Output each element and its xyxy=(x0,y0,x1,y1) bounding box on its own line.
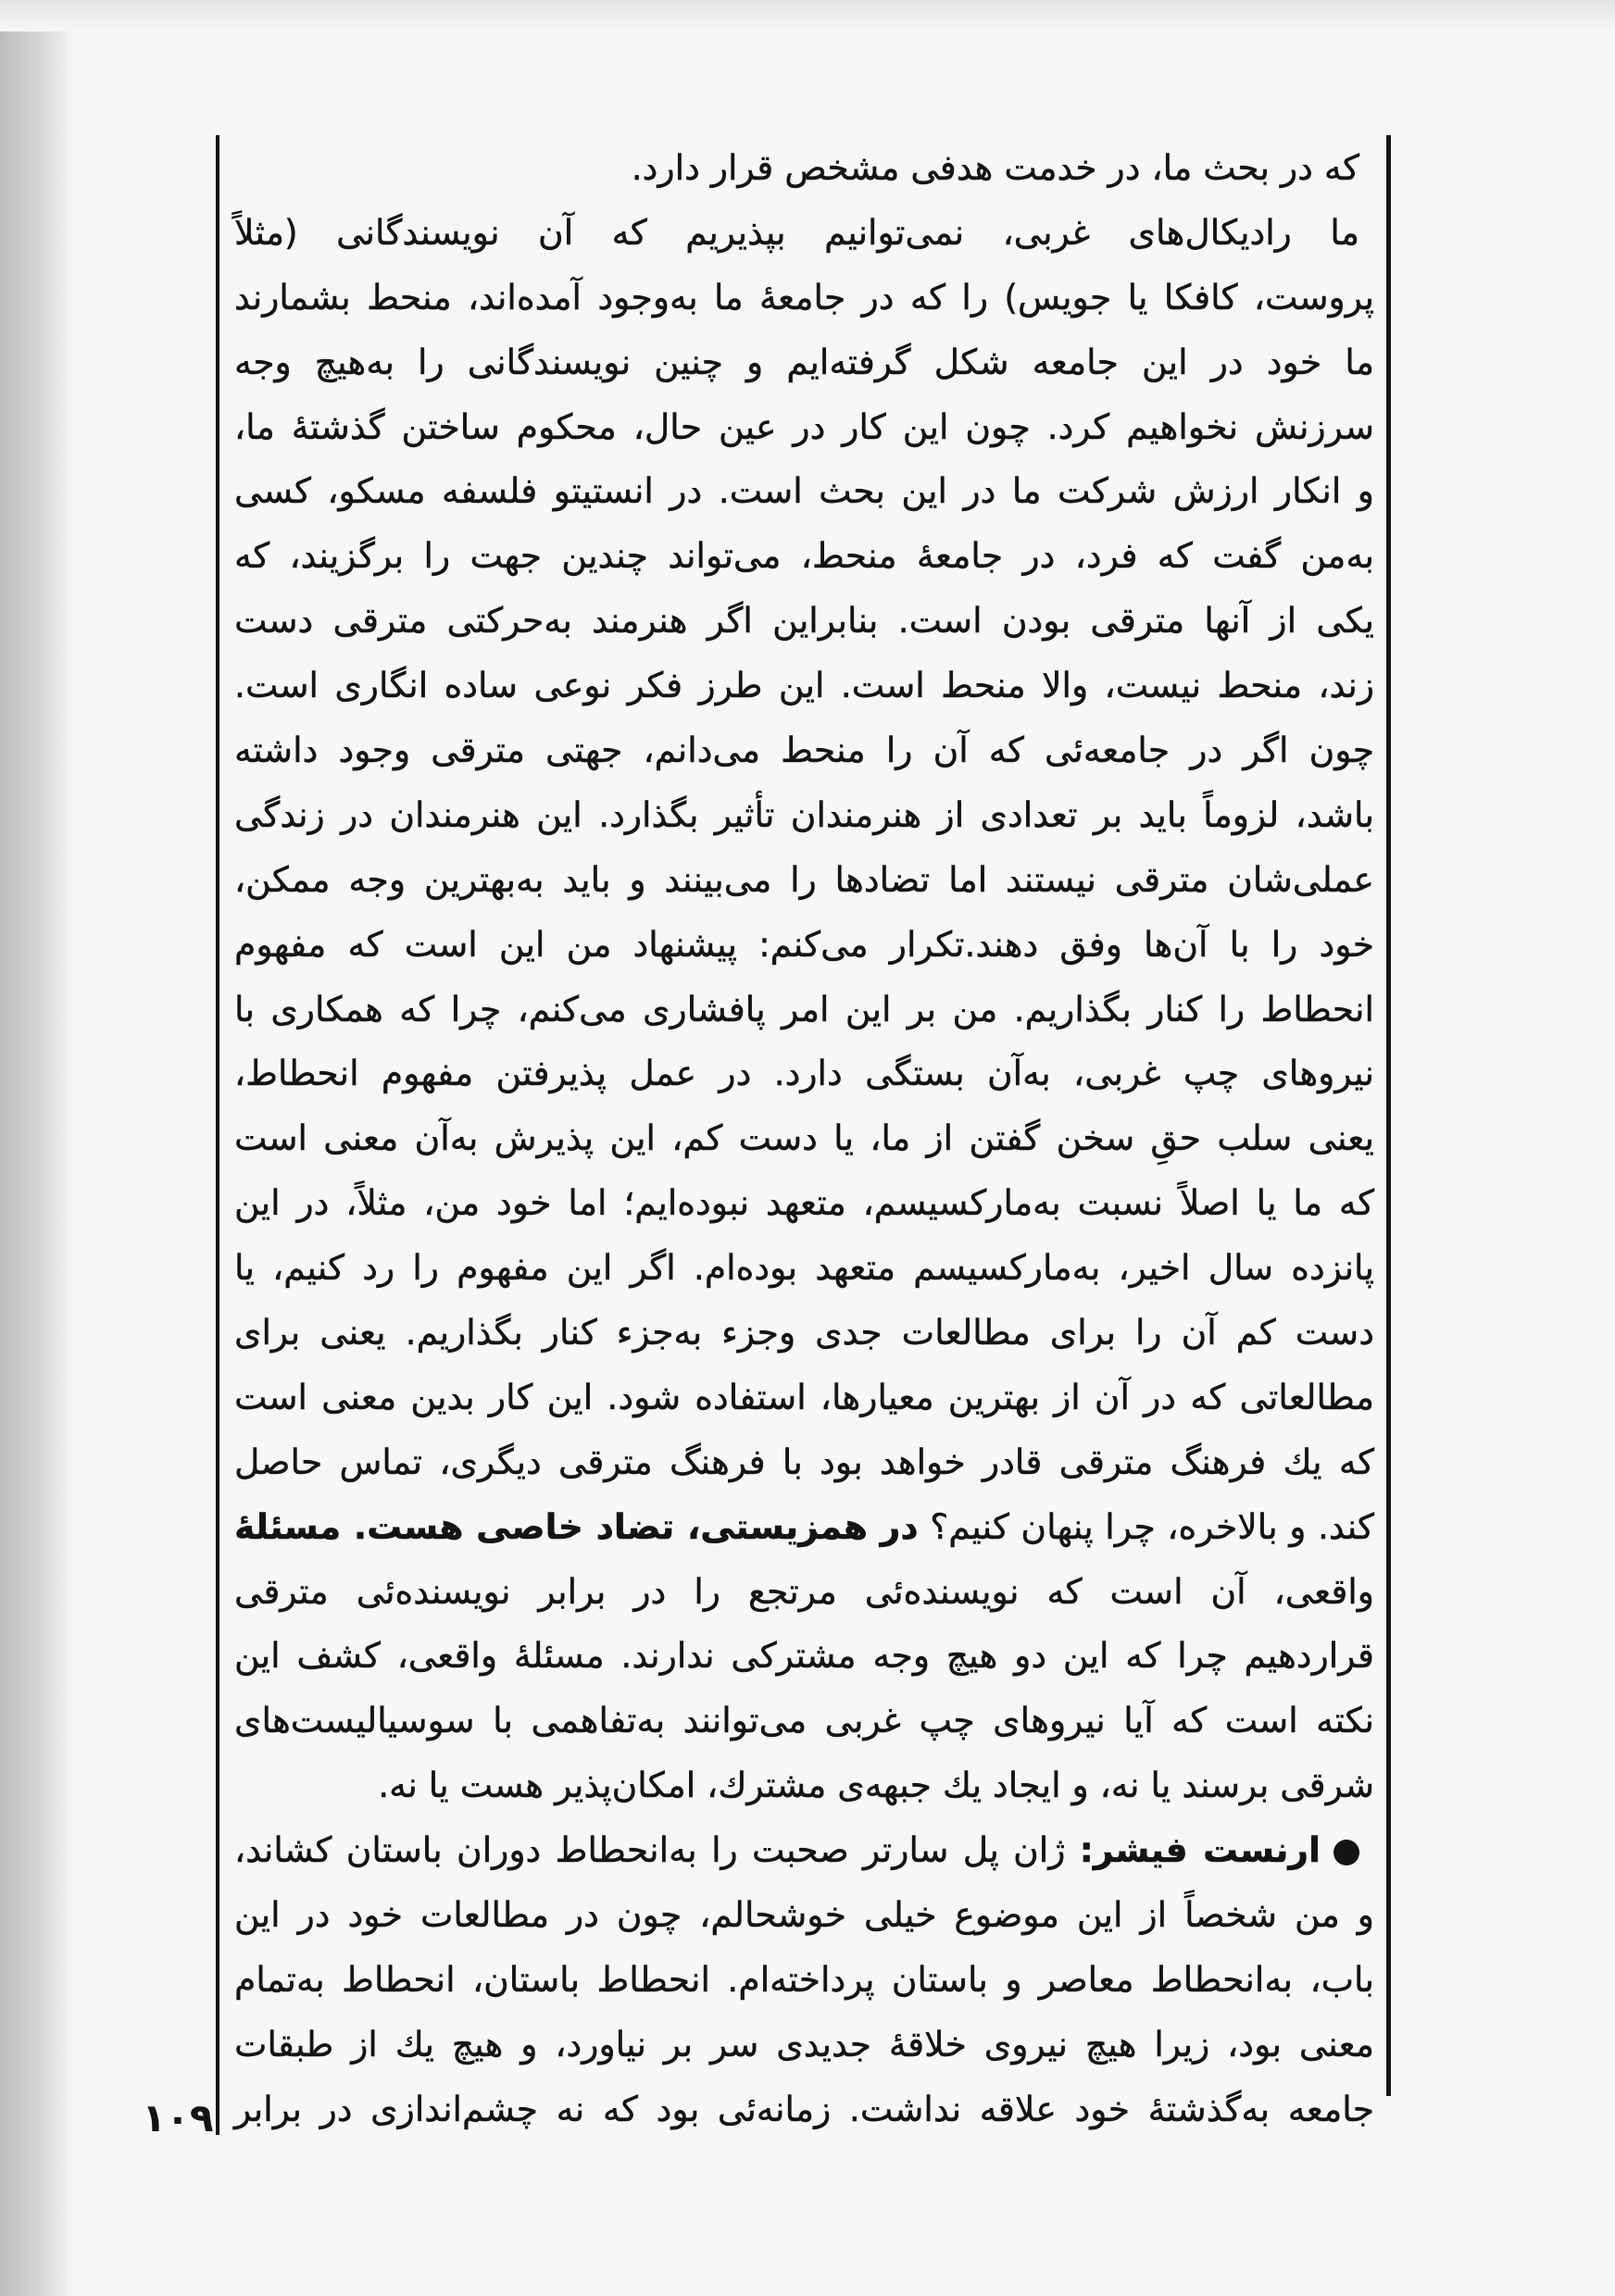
text-line-22 xyxy=(234,1495,1374,1560)
text-line-07: به‌من گفت که فرد، در جامعهٔ منحط، می‌تواند چندین جهت را برگزیند، که xyxy=(234,535,1374,577)
text-line-18: پانزده سال اخیر، به‌مارکسیسم متعهد بوده‌ام. اگر این مفهوم را رد کنیم، یا xyxy=(234,1247,1374,1289)
text-line-04: ما خود در این جامعه شکل گرفته‌ایم و چنین نویسندگانی را به‌هیچ وجه xyxy=(234,341,1374,382)
text-line-02: ما رادیکال‌های غربی، نمی‌توانیم بپذیریم که آن نویسندگانی (مثلاً xyxy=(234,211,1359,253)
text-line-26: شرقی برسند یا نه، و ایجاد یك جبهه‌ی مشترك، امکان‌پذیر هست یا نه. xyxy=(378,1765,1374,1806)
text-line-24: قراردهیم چرا که این دو هیچ وجه مشترکی ندارند. مسئلهٔ واقعی، کشف این xyxy=(234,1635,1374,1677)
text-line-31: جامعه به‌گذشتهٔ خود علاقه نداشت. زمانه‌ئی بود که نه چشم‌اندازی در برابر xyxy=(234,2088,1374,2129)
body-text xyxy=(234,136,1374,2142)
page-number: ۱۰۹ xyxy=(142,2095,214,2140)
text-line-19: دست کم آن را برای مطالعات جدی وجزء به‌جزء کنار بگذاریم. یعنی برای xyxy=(234,1312,1374,1354)
speaker-name: ارنست فیشر: xyxy=(1079,1829,1321,1871)
text-line-03: پروست، کافکا یا جویس) را که در جامعهٔ ما به‌وجود آمده‌اند، منحط بشمارند xyxy=(234,276,1374,318)
text-line-14: انحطاط را کنار بگذاریم. من بر این امر پافشاری می‌کنم، چرا که همکاری با xyxy=(234,988,1374,1029)
line-segment: ژان پل سارتر صحبت را به‌انحطاط دوران باستان کشاند، xyxy=(234,1829,1066,1871)
line-segment: کند. و بالاخره، چرا پنهان کنیم؟ xyxy=(930,1505,1374,1547)
bullet-icon xyxy=(1333,1840,1359,1866)
text-line-15: نیروهای چپ غربی، به‌آن بستگی دارد. در عمل پذیرفتن مفهوم انحطاط، xyxy=(234,1053,1374,1094)
text-line-11: باشد، لزوماً باید بر تعدادی از هنرمندان تأثیر بگذارد. این هنرمندان در زندگی xyxy=(234,793,1374,835)
text-line-20: مطالعاتی که در آن از بهترین معیارها، استفاده شود. این کار بدین معنی است xyxy=(234,1376,1374,1417)
text-line-30: معنی بود، زیرا هیچ نیروی خلاقهٔ جدیدی سر بر نیاورد، و هیچ یك از طبقات xyxy=(234,2023,1374,2065)
text-line-05: سرزنش نخواهیم کرد. چون این کار در عین حال، محکوم ساختن گذشتهٔ ما، xyxy=(234,406,1374,447)
text-line-01: که در بحث ما، در خدمت هدفی مشخص قرار دارد. xyxy=(631,147,1359,188)
text-line-21: که یك فرهنگ مترقی قادر خواهد بود با فرهنگ مترقی دیگری، تماس حاصل xyxy=(234,1441,1374,1482)
scan-shadow-edge xyxy=(0,0,74,2296)
text-line-25: نکته است که آیا نیروهای چپ غربی می‌توانند به‌تفاهمی با سوسیالیست‌های xyxy=(234,1700,1374,1741)
text-line-12: عملی‌شان مترقی نیستند اما تضادها را می‌بینند و باید به‌بهترین وجه ممکن، xyxy=(234,858,1374,900)
text-line-27 xyxy=(234,1818,1374,1883)
text-line-08: یکی از آنها مترقی بودن است. بنابراین اگر هنرمند به‌حرکتی مترقی دست xyxy=(234,600,1374,642)
margin-rule-right xyxy=(1386,135,1391,2096)
text-line-13: خود را با آن‌ها وفق دهند.تکرار می‌کنم: پیشنهاد من این است که مفهوم xyxy=(234,923,1374,965)
text-line-16: یعنی سلب حقِ سخن گفتن از ما، یا دست کم، این پذیرش به‌آن معنی است xyxy=(234,1117,1374,1159)
text-line-10: چون اگر در جامعه‌ئی که آن را منحط می‌دانم، جهتی مترقی وجود داشته xyxy=(234,730,1374,771)
text-line-17: که ما یا اصلاً نسبت به‌مارکسیسم، متعهد نبوده‌ایم؛ اما خود من، مثلاً، در این xyxy=(234,1182,1374,1224)
text-line-28: و من شخصاً از این موضوع خیلی خوشحالم، چون در مطالعات خود در این xyxy=(234,1894,1374,1936)
margin-rule-left xyxy=(216,135,219,2135)
scan-shadow-top xyxy=(0,0,1615,31)
text-line-29: باب، به‌انحطاط معاصر و باستان پرداخته‌ام. انحطاط باستان، انحطاط به‌تمام xyxy=(234,1958,1374,2000)
emphasized-text: در همزیستی، تضاد خاصی هست. مسئلهٔ xyxy=(234,1505,919,1547)
text-line-09: زند، منحط نیست، والا منحط است. این طرز فکر نوعی ساده انگاری است. xyxy=(234,665,1374,706)
text-line-23: واقعی، آن است که نویسنده‌ئی مرتجع را در برابر نویسنده‌ئی مترقی xyxy=(234,1570,1374,1612)
text-line-06: و انکار ارزش شرکت ما در این بحث است. در انستیتو فلسفه مسکو، کسی xyxy=(234,470,1374,512)
